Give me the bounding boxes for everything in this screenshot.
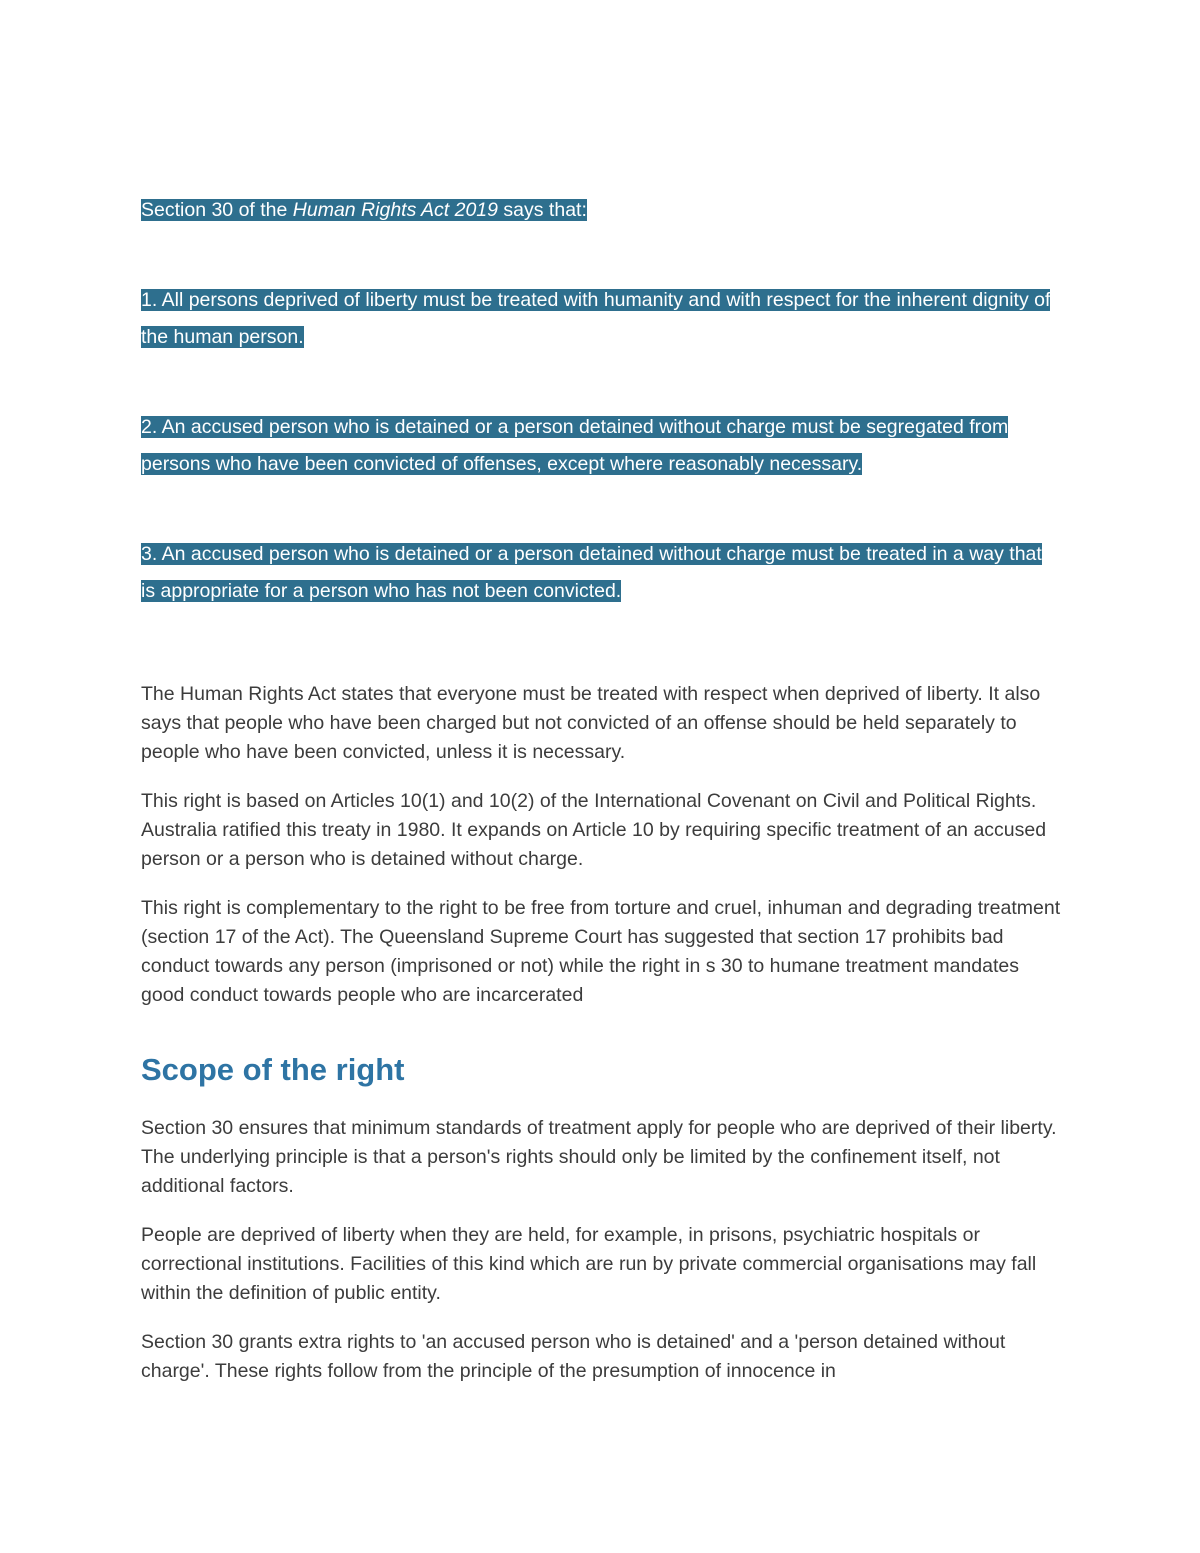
item-2-text: 2. An accused person who is detained or a person detained without charge must be segregated from persons who have been convicted of offenses, except where reasonably necessary. [141,416,1009,475]
item-1-text: 1. All persons deprived of liberty must be treated with humanity and with respect for the inherent dignity of the human person. [141,289,1051,348]
intro-suffix: says that: [498,199,587,221]
act-name: Human Rights Act 2019 [292,199,498,221]
highlighted-item-2[interactable] [141,409,1061,483]
scope-paragraph-3: Section 30 grants extra rights to 'an accused person who is detained' and a 'person detained without charge'. These rights follow from the principle of the presumption of innocence in [141,1331,1006,1382]
intro-prefix: Section 30 of the [141,199,293,221]
document-content [141,192,1061,1406]
scope-paragraph-2: People are deprived of liberty when they are held, for example, in prisons, psychiatric hospitals or correctional institutions. Facilities of this kind which are run by private commercial organisations may fall within the definition of public entity. [141,1224,1037,1304]
body-paragraph-2: This right is based on Articles 10(1) and 10(2) of the International Covenant on Civil and Political Rights. Australia ratified this treaty in 1980. It expands on Article 10 by requiring specific treatment of an accused person or a person who is detained without charge. [141,790,1047,870]
scope-paragraph-1: Section 30 ensures that minimum standards of treatment apply for people who are deprived of their liberty. The underlying principle is that a person's rights should only be limited by the confinement itself, not additional factors. [141,1117,1057,1197]
highlighted-item-3[interactable] [141,536,1061,610]
body-paragraph-1: The Human Rights Act states that everyone must be treated with respect when deprived of liberty. It also says that people who have been charged but not convicted of an offense should be held separately to people who have been convicted, unless it is necessary. [141,683,1041,763]
section-heading: Scope of the right [141,1052,405,1087]
body-paragraph-3: This right is complementary to the right to be free from torture and cruel, inhuman and degrading treatment (section 17 of the Act). The Queensland Supreme Court has suggested that section 17 prohibits bad conduct towards any person (imprisoned or not) while the right in s 30 to humane treatment mandates good conduct towards people who are incarcerated [141,897,1061,1006]
highlighted-item-1[interactable] [141,282,1061,356]
highlighted-intro[interactable] [141,192,1061,229]
item-3-text: 3. An accused person who is detained or a person detained without charge must be treated in a way that is appropriate for a person who has not been convicted. [141,543,1042,602]
